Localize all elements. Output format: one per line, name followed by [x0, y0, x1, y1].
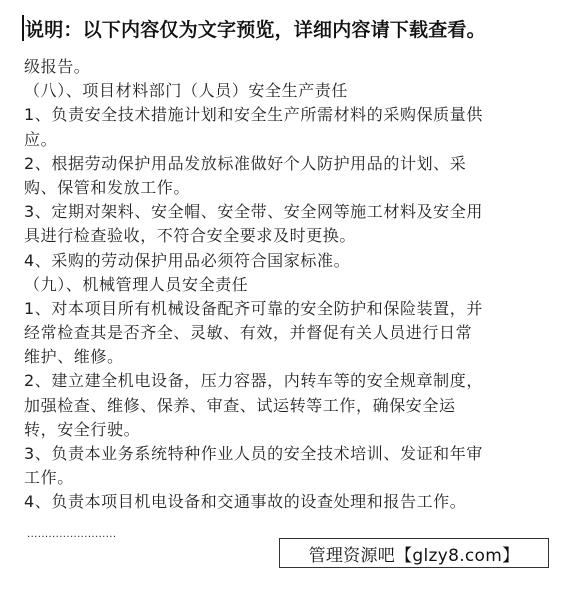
truncation-ellipsis: ························· — [27, 532, 117, 543]
document-line: 经常检查其是否齐全、灵敏、有效，并督促有关人员进行日常 — [24, 323, 473, 343]
document-line: 2、建立建全机电设备，压力容器，内转车等的安全规章制度， — [24, 371, 483, 391]
document-line: 1、对本项目所有机械设备配齐可靠的安全防护和保险装置，并 — [24, 298, 483, 318]
document-line: 4、采购的劳动保护用品必须符合国家标准。 — [24, 250, 351, 270]
source-watermark-box — [279, 538, 549, 568]
document-line: 4、负责本项目机电设备和交通事故的设查处理和报告工作。 — [24, 492, 467, 512]
document-line: 应。 — [24, 129, 58, 149]
document-line: 3、定期对架料、安全帽、安全带、安全网等施工材料及安全用 — [24, 202, 483, 222]
section-heading-materials: （八）、项目材料部门（人员）安全生产责任 — [24, 81, 349, 101]
document-body — [24, 55, 564, 515]
document-line: 加强检查、维修、保养、审查、试运转等工作，确保安全运 — [24, 395, 456, 415]
document-line: 维护、维修。 — [24, 347, 124, 367]
section-heading-machinery: （九）、机械管理人员安全责任 — [24, 274, 249, 294]
document-line: 购、保管和发放工作。 — [24, 177, 191, 197]
document-line: 转，安全行驶。 — [24, 419, 141, 439]
document-line: 3、负责本业务系统特种作业人员的安全技术培训、发证和年审 — [24, 444, 483, 463]
document-line: 工作。 — [24, 468, 74, 488]
source-watermark-text: 管理资源吧【glzy8.com】 — [308, 545, 520, 566]
document-line: 级报告。 — [24, 57, 91, 76]
document-line: 1、负责安全技术措施计划和安全生产所需材料的采购保质量供 — [24, 105, 483, 125]
preview-notice-text: 说明：以下内容仅为文字预览，详细内容请下载查看。 — [25, 18, 486, 41]
text-cursor — [22, 15, 24, 41]
document-line: 2、根据劳动保护用品发放标准做好个人防护用品的计划、采 — [24, 153, 467, 173]
preview-notice — [22, 10, 486, 46]
document-line: 具进行检查验收，不符合安全要求及时更换。 — [24, 226, 357, 246]
